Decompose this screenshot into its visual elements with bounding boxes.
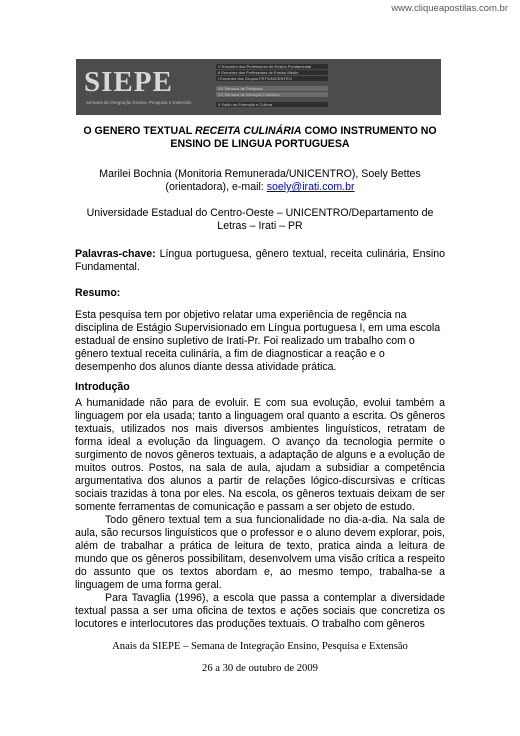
paper-title bbox=[0, 125, 520, 151]
authors bbox=[0, 168, 520, 194]
footer-date: 26 a 30 de outubro de 2009 bbox=[202, 663, 318, 674]
resumo-text: Esta pesquisa tem por objetivo relatar uma experiência de regência na disciplina de Estágio Supervisionado em Língua portuguesa I, em uma escola estadual de ensino supletivo de Irati-Pr. Foi realizado um trabalho com o gênero textual receita culinária, a fim de diagnosticar a reação e o desempenho dos alunos diante dessa atividade prática. bbox=[75, 309, 441, 373]
footer-proceedings: Anais da SIEPE – Semana de Integração Ensino, Pesquisa e Extensão bbox=[112, 641, 408, 652]
siepe-logo bbox=[84, 64, 204, 110]
title-part-1: O GENERO TEXTUAL bbox=[83, 125, 195, 137]
intro-paragraph: A humanidade não para de evoluir. E com sua evolução, evolui também a linguagem por ela usada; tanto a linguagem oral quanto a escrita. Os gêneros textuais, utilizados nos mais diversos ambientes linguísticos, retratam de forma ideal a evolução da linguagem. O avanço da tecnologia permite o surgimento de novos gêneros textuais, a adaptação de alguns e a evolução de muitos outros. Postos, na sala de aula, ajudam a subsidiar a competência argumentativa dos alunos a partir de relações lógico-discursivas e críticas sociais trazidas à tona por eles. Na escola, os gêneros textuais deixam de ser somente ferramentas de comunicação e passam a ser objeto de estudo. bbox=[75, 397, 445, 513]
logo-text: SIEPE bbox=[84, 66, 173, 98]
intro-paragraph: Para Tavaglia (1996), a escola que passa a contemplar a diversidade textual passa a ser uma oficina de textos e ações sociais que concretiza os locutores e interlocutores das produções textuais. O trabalho com gêneros bbox=[75, 592, 445, 630]
event-item: XV Semana de Iniciação Científica bbox=[216, 92, 328, 97]
introducao-heading: Introdução bbox=[75, 381, 130, 393]
affiliation-line-1: Universidade Estadual do Centro-Oeste – UNICENTRO/Departamento de bbox=[86, 207, 434, 219]
email-link[interactable]: soely@irati.com.br bbox=[266, 181, 355, 193]
keywords-text: Língua portuguesa, gênero textual, receita culinária, Ensino Fundamental. bbox=[75, 248, 445, 273]
title-line-2: ENSINO DE LINGUA PORTUGUESA bbox=[170, 138, 350, 150]
affiliation-line-2: Letras – Irati – PR bbox=[217, 220, 303, 232]
event-item: II Salão de Extensão e Cultura bbox=[216, 102, 328, 107]
authors-line-1: Marilei Bochnia (Monitoria Remunerada/UNICENTRO), Soely Bettes bbox=[99, 168, 421, 180]
intro-paragraph: Todo gênero textual tem a sua funcionalidade no dia-a-dia. Na sala de aula, são recursos linguísticos que o professor e o aluno devem explorar, pois, além de trabalhar a prática de leitura de texto, pratica ainda a leitura de mundo que os gêneros possibilitam, desenvolvem uma visão crítica a respeito do assunto que os textos abordam e, ao mesmo tempo, trabalha-se a linguagem de uma forma geral. bbox=[75, 514, 445, 591]
resumo-heading: Resumo: bbox=[75, 287, 121, 299]
introducao-body bbox=[75, 397, 445, 631]
title-line-1 bbox=[0, 125, 520, 138]
affiliation bbox=[0, 207, 520, 233]
event-list bbox=[216, 64, 436, 108]
watermark-url: www.cliqueapostilas.com.br bbox=[391, 3, 508, 14]
event-item: XX Semana de Pesquisa bbox=[216, 86, 328, 91]
event-item: I Encontro dos Grupos PET/UNICENTRO bbox=[216, 76, 328, 81]
logo-subtitle: Semana de Integração Ensino, Pesquisa e Extensão bbox=[86, 100, 192, 105]
keywords bbox=[75, 248, 445, 274]
title-italic: RECEITA CULINÁRIA bbox=[194, 125, 302, 137]
keywords-label: Palavras-chave: bbox=[75, 248, 156, 260]
title-part-2: COMO INSTRUMENTO NO bbox=[301, 125, 437, 137]
event-item: V Encontro dos Professores de Ensino Fundamental bbox=[216, 64, 328, 69]
authors-line-2 bbox=[0, 181, 520, 194]
event-item: II Encontro dos Professores de Ensino Médio bbox=[216, 70, 328, 75]
siepe-banner bbox=[76, 59, 441, 115]
authors-line-2-prefix: (orientadora), e-mail: bbox=[165, 181, 267, 193]
